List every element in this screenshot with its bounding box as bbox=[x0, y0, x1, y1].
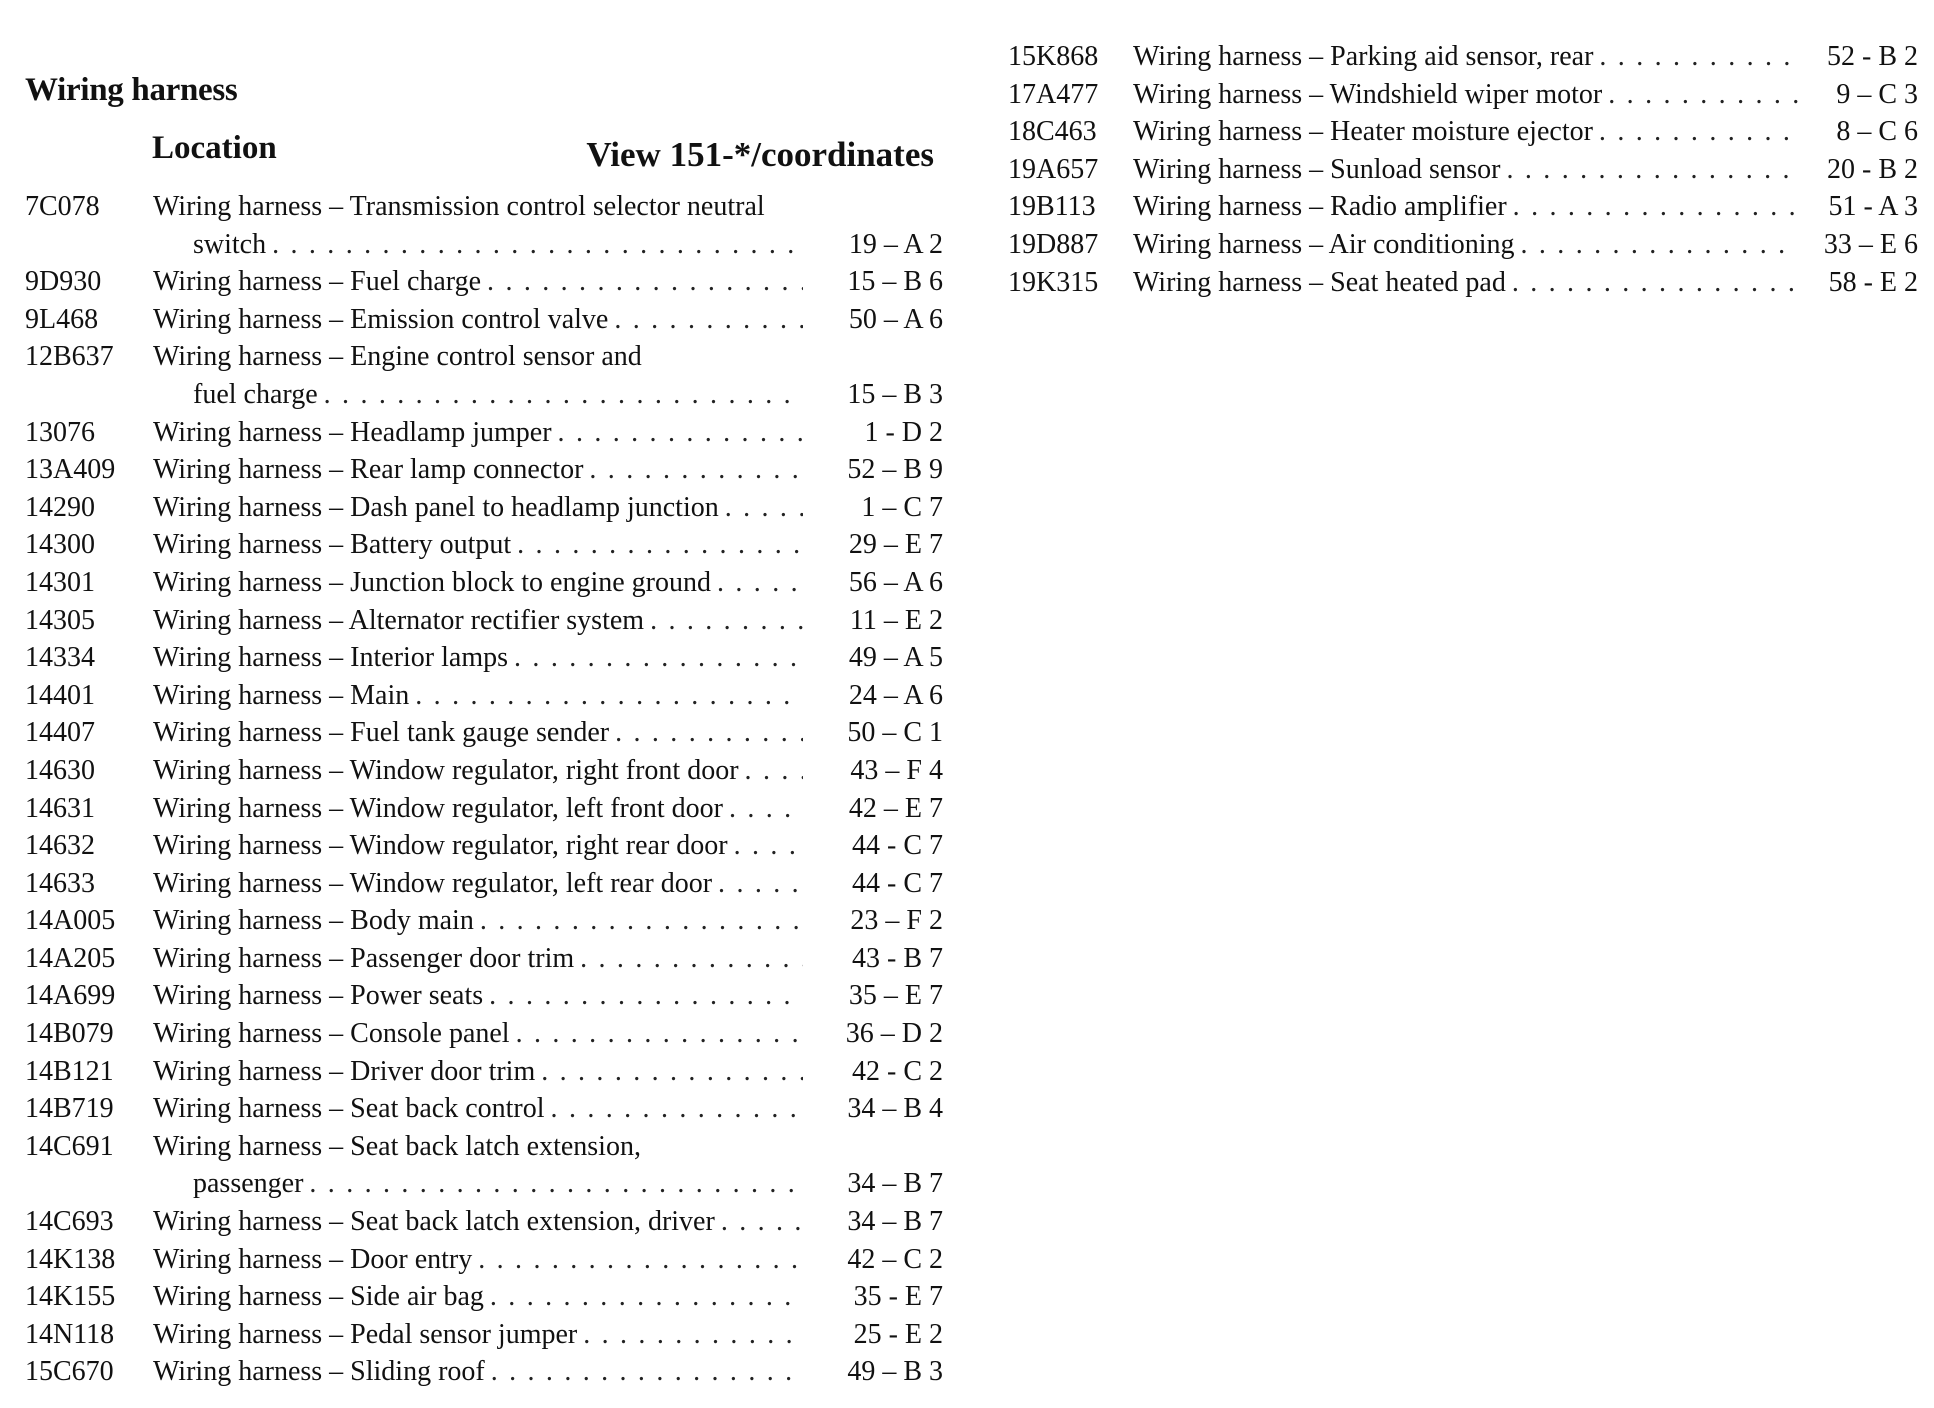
view-coordinate: 52 - B 2 bbox=[1827, 41, 1918, 72]
view-coordinate: 20 - B 2 bbox=[1827, 153, 1918, 185]
description-text: Wiring harness – Engine control sensor and bbox=[153, 341, 642, 373]
harness-entry-row bbox=[25, 526, 943, 564]
view-coordinate: 1 – C 7 bbox=[861, 491, 943, 523]
part-code: 15K868 bbox=[1008, 41, 1099, 72]
part-code: 14290 bbox=[25, 491, 95, 523]
harness-entry-row bbox=[25, 489, 943, 527]
description-text: Wiring harness – Body main bbox=[153, 905, 474, 937]
part-description bbox=[153, 902, 803, 940]
harness-entry-row bbox=[25, 1203, 943, 1241]
part-description bbox=[153, 1203, 803, 1241]
leader-dots bbox=[508, 639, 803, 677]
harness-entry-row bbox=[25, 602, 943, 640]
leader-dots bbox=[484, 1278, 803, 1316]
part-code bbox=[25, 376, 153, 414]
leader-dots bbox=[485, 1353, 803, 1391]
leader-dots bbox=[552, 414, 803, 452]
part-code: 14A205 bbox=[25, 942, 116, 974]
part-code: 14K138 bbox=[25, 1243, 116, 1275]
view-coordinate: 1 - D 2 bbox=[864, 416, 943, 448]
description-text: Wiring harness – Radio amplifier bbox=[1133, 191, 1507, 223]
part-code: 14B121 bbox=[25, 1055, 114, 1087]
description-text: Wiring harness – Driver door trim bbox=[153, 1055, 536, 1087]
leader-dots bbox=[711, 564, 803, 602]
view-coordinate: 51 - A 3 bbox=[1828, 191, 1918, 223]
part-code: 13A409 bbox=[25, 454, 116, 486]
harness-entry-row bbox=[25, 301, 943, 339]
harness-entry-row bbox=[25, 639, 943, 677]
part-description bbox=[153, 1015, 803, 1053]
view-coordinate: 15 – B 3 bbox=[847, 378, 943, 410]
leader-dots bbox=[1593, 113, 1798, 151]
leader-dots bbox=[1506, 264, 1798, 302]
part-description bbox=[153, 677, 803, 715]
part-code: 14300 bbox=[25, 529, 95, 561]
view-coordinate: 24 – A 6 bbox=[848, 679, 943, 711]
harness-entry-row bbox=[25, 414, 943, 452]
view-coordinate: 58 - E 2 bbox=[1828, 266, 1918, 298]
part-code: 14631 bbox=[25, 792, 95, 824]
description-text: Wiring harness – Alternator rectifier system bbox=[153, 604, 645, 636]
part-code: 14B719 bbox=[25, 1093, 114, 1125]
leader-dots bbox=[1602, 76, 1798, 114]
description-text: Wiring harness – Seat back latch extension, bbox=[153, 1130, 641, 1162]
description-text: Wiring harness – Interior lamps bbox=[153, 642, 509, 674]
harness-entry-row bbox=[25, 376, 943, 414]
part-code: 19B113 bbox=[1008, 191, 1096, 223]
left-column-list bbox=[25, 188, 943, 1391]
part-description bbox=[153, 714, 803, 752]
description-text: fuel charge bbox=[193, 378, 318, 410]
view-coordinate: 15 – B 6 bbox=[847, 266, 943, 298]
leader-dots bbox=[481, 263, 803, 301]
description-text: Wiring harness – Side air bag bbox=[153, 1281, 484, 1313]
part-code: 14401 bbox=[25, 679, 95, 711]
view-coordinate: 35 - E 7 bbox=[853, 1281, 943, 1313]
description-text: Wiring harness – Fuel tank gauge sender bbox=[153, 717, 610, 749]
part-code: 12B637 bbox=[25, 341, 114, 373]
leader-dots bbox=[728, 827, 803, 865]
description-text: Wiring harness – Power seats bbox=[153, 980, 484, 1012]
part-code: 14C693 bbox=[25, 1206, 114, 1238]
part-description bbox=[153, 414, 803, 452]
harness-entry-row bbox=[1008, 188, 1918, 226]
section-title: Wiring harness bbox=[25, 72, 238, 108]
harness-entry-row bbox=[25, 338, 943, 376]
part-code: 13076 bbox=[25, 416, 95, 448]
part-description bbox=[1133, 38, 1798, 76]
right-column-list bbox=[1008, 38, 1918, 301]
part-code: 14632 bbox=[25, 830, 95, 862]
part-description bbox=[153, 1278, 803, 1316]
description-text: Wiring harness – Windshield wiper motor bbox=[1133, 78, 1603, 110]
leader-dots bbox=[641, 1128, 803, 1166]
leader-dots bbox=[483, 977, 803, 1015]
view-coordinate: 34 – B 7 bbox=[847, 1206, 943, 1238]
harness-entry-row bbox=[25, 714, 943, 752]
leader-dots bbox=[715, 1203, 803, 1241]
view-coordinate: 43 – F 4 bbox=[850, 754, 943, 786]
view-coordinate bbox=[803, 188, 943, 226]
view-coordinate: 34 – B 7 bbox=[847, 1168, 943, 1200]
leader-dots bbox=[644, 602, 803, 640]
harness-entry-row bbox=[25, 677, 943, 715]
description-text: Wiring harness – Battery output bbox=[153, 529, 512, 561]
leader-dots bbox=[535, 1053, 803, 1091]
part-description bbox=[153, 827, 803, 865]
description-text: passenger bbox=[193, 1168, 304, 1200]
leader-dots bbox=[723, 790, 803, 828]
description-text: Wiring harness – Passenger door trim bbox=[153, 942, 575, 974]
part-description bbox=[1133, 188, 1798, 226]
part-code: 9D930 bbox=[25, 266, 102, 298]
part-description bbox=[153, 1241, 803, 1279]
part-description bbox=[153, 301, 803, 339]
description-text: Wiring harness – Sliding roof bbox=[153, 1356, 485, 1388]
harness-entry-row bbox=[25, 263, 943, 301]
leader-dots bbox=[545, 1090, 803, 1128]
view-coordinate: 50 – C 1 bbox=[847, 717, 943, 749]
view-coordinate: 8 – C 6 bbox=[1836, 116, 1918, 148]
part-code: 18C463 bbox=[1008, 116, 1097, 148]
part-description bbox=[1133, 113, 1798, 151]
harness-entry-row bbox=[25, 1353, 943, 1391]
description-text: Wiring harness – Main bbox=[153, 679, 410, 711]
description-text: Wiring harness – Heater moisture ejector bbox=[1133, 116, 1593, 148]
part-code: 14301 bbox=[25, 566, 95, 598]
part-description bbox=[153, 602, 803, 640]
part-description bbox=[153, 564, 803, 602]
harness-entry-row bbox=[25, 1053, 943, 1091]
leader-dots bbox=[583, 451, 803, 489]
leader-dots bbox=[577, 1316, 803, 1354]
location-header: Location bbox=[152, 130, 277, 166]
part-code: 19K315 bbox=[1008, 266, 1099, 298]
description-text: switch bbox=[193, 228, 267, 260]
view-coordinates-header: View 151-*/coordinates bbox=[586, 135, 934, 174]
harness-entry-row bbox=[25, 827, 943, 865]
view-coordinate bbox=[803, 338, 943, 376]
part-code: 19D887 bbox=[1008, 228, 1099, 260]
part-description bbox=[153, 940, 803, 978]
leader-dots bbox=[608, 301, 803, 339]
view-coordinate bbox=[803, 1128, 943, 1166]
leader-dots bbox=[1593, 38, 1798, 76]
part-description bbox=[1133, 76, 1798, 114]
view-coordinate: 29 – E 7 bbox=[848, 529, 943, 561]
description-text: Wiring harness – Dash panel to headlamp junction bbox=[153, 491, 719, 523]
description-text: Wiring harness – Console panel bbox=[153, 1018, 510, 1050]
leader-dots bbox=[472, 1241, 803, 1279]
description-text: Wiring harness – Fuel charge bbox=[153, 266, 482, 298]
view-coordinate: 42 – C 2 bbox=[847, 1243, 943, 1275]
harness-entry-row bbox=[25, 940, 943, 978]
leader-dots bbox=[739, 752, 803, 790]
part-description bbox=[153, 639, 803, 677]
part-description bbox=[153, 338, 803, 376]
harness-entry-row bbox=[25, 451, 943, 489]
part-code: 14C691 bbox=[25, 1130, 114, 1162]
view-coordinate: 23 – F 2 bbox=[850, 905, 943, 937]
part-description bbox=[1133, 151, 1798, 189]
part-description bbox=[153, 526, 803, 564]
description-text: Wiring harness – Seat back latch extension, driver bbox=[153, 1206, 715, 1238]
leader-dots bbox=[719, 489, 803, 527]
leader-dots bbox=[474, 902, 803, 940]
view-coordinate: 25 - E 2 bbox=[853, 1318, 943, 1350]
part-code: 14407 bbox=[25, 717, 95, 749]
leader-dots bbox=[303, 1165, 803, 1203]
part-description bbox=[153, 1090, 803, 1128]
harness-entry-row bbox=[25, 188, 943, 226]
description-text: Wiring harness – Transmission control selector neutral bbox=[153, 191, 765, 222]
description-text: Wiring harness – Seat back control bbox=[153, 1093, 545, 1125]
description-text: Wiring harness – Pedal sensor jumper bbox=[153, 1318, 578, 1350]
part-code: 9L468 bbox=[25, 303, 99, 335]
part-description bbox=[153, 1165, 803, 1203]
description-text: Wiring harness – Window regulator, right rear door bbox=[153, 830, 728, 862]
part-description bbox=[153, 752, 803, 790]
leader-dots bbox=[765, 188, 803, 226]
description-text: Wiring harness – Rear lamp connector bbox=[153, 454, 584, 486]
description-text: Wiring harness – Headlamp jumper bbox=[153, 416, 552, 448]
leader-dots bbox=[642, 338, 803, 376]
part-code bbox=[25, 226, 153, 264]
harness-entry-row bbox=[25, 564, 943, 602]
view-coordinate: 35 – E 7 bbox=[848, 980, 943, 1012]
part-code: 14633 bbox=[25, 867, 95, 899]
part-code: 14A699 bbox=[25, 980, 116, 1012]
view-coordinate: 44 - C 7 bbox=[852, 867, 943, 899]
harness-entry-row bbox=[25, 790, 943, 828]
part-description bbox=[153, 226, 803, 264]
leader-dots bbox=[318, 376, 803, 414]
view-coordinate: 42 – E 7 bbox=[848, 792, 943, 824]
part-code: 14630 bbox=[25, 754, 95, 786]
part-code: 14N118 bbox=[25, 1318, 115, 1350]
part-code: 14B079 bbox=[25, 1018, 114, 1050]
view-coordinate: 34 – B 4 bbox=[847, 1093, 943, 1125]
part-description bbox=[153, 1128, 803, 1166]
view-coordinate: 36 – D 2 bbox=[845, 1018, 943, 1050]
part-code: 15C670 bbox=[25, 1356, 114, 1388]
leader-dots bbox=[510, 1015, 803, 1053]
leader-dots bbox=[712, 865, 803, 903]
harness-entry-row bbox=[25, 902, 943, 940]
part-description bbox=[153, 451, 803, 489]
view-coordinate: 49 – A 5 bbox=[848, 642, 943, 674]
part-description bbox=[153, 376, 803, 414]
harness-entry-row bbox=[1008, 264, 1918, 302]
description-text: Wiring harness – Seat heated pad bbox=[1133, 266, 1506, 298]
view-coordinate: 19 – A 2 bbox=[848, 228, 943, 260]
description-text: Wiring harness – Air conditioning bbox=[1133, 228, 1515, 260]
view-coordinate: 11 – E 2 bbox=[849, 604, 943, 636]
description-text: Wiring harness – Parking aid sensor, rear bbox=[1133, 41, 1594, 72]
part-description bbox=[153, 1353, 803, 1391]
part-code: 14K155 bbox=[25, 1281, 116, 1313]
view-coordinate: 44 - C 7 bbox=[852, 830, 943, 862]
description-text: Wiring harness – Door entry bbox=[153, 1243, 473, 1275]
leader-dots bbox=[409, 677, 803, 715]
part-description bbox=[153, 977, 803, 1015]
harness-entry-row bbox=[25, 1165, 943, 1203]
part-code: 14334 bbox=[25, 642, 95, 674]
view-coordinate: 49 – B 3 bbox=[847, 1356, 943, 1388]
harness-entry-row bbox=[25, 1015, 943, 1053]
view-coordinate: 50 – A 6 bbox=[848, 303, 943, 335]
part-code: 14305 bbox=[25, 604, 95, 636]
part-description bbox=[153, 865, 803, 903]
harness-entry-row bbox=[25, 752, 943, 790]
part-description bbox=[153, 263, 803, 301]
harness-entry-row bbox=[25, 977, 943, 1015]
harness-entry-row bbox=[25, 1316, 943, 1354]
leader-dots bbox=[511, 526, 803, 564]
harness-entry-row bbox=[25, 1090, 943, 1128]
view-coordinate: 56 – A 6 bbox=[848, 566, 943, 598]
harness-entry-row bbox=[25, 1278, 943, 1316]
leader-dots bbox=[1507, 188, 1798, 226]
part-description bbox=[153, 489, 803, 527]
description-text: Wiring harness – Window regulator, right front door bbox=[153, 754, 739, 786]
description-text: Wiring harness – Window regulator, left front door bbox=[153, 792, 723, 824]
part-description bbox=[153, 1053, 803, 1091]
description-text: Wiring harness – Junction block to engine ground bbox=[153, 566, 711, 598]
view-coordinate: 33 – E 6 bbox=[1823, 228, 1918, 260]
view-coordinate: 52 – B 9 bbox=[847, 454, 943, 486]
harness-entry-row bbox=[1008, 226, 1918, 264]
leader-dots bbox=[1501, 151, 1799, 189]
description-text: Wiring harness – Emission control valve bbox=[153, 303, 609, 335]
leader-dots bbox=[266, 226, 803, 264]
part-code: 19A657 bbox=[1008, 153, 1099, 185]
part-description bbox=[1133, 226, 1798, 264]
part-code bbox=[25, 1165, 153, 1203]
leader-dots bbox=[609, 714, 803, 752]
harness-entry-row bbox=[1008, 76, 1918, 114]
harness-entry-row bbox=[25, 1128, 943, 1166]
part-code: 7C078 bbox=[25, 191, 100, 222]
harness-entry-row bbox=[1008, 113, 1918, 151]
description-text: Wiring harness – Window regulator, left rear door bbox=[153, 867, 713, 899]
part-code: 17A477 bbox=[1008, 78, 1099, 110]
view-coordinate: 43 - B 7 bbox=[852, 942, 943, 974]
harness-entry-row bbox=[25, 226, 943, 264]
part-description bbox=[153, 1316, 803, 1354]
harness-entry-row bbox=[25, 865, 943, 903]
leader-dots bbox=[574, 940, 803, 978]
part-description bbox=[1133, 264, 1798, 302]
view-coordinate: 42 - C 2 bbox=[852, 1055, 943, 1087]
harness-entry-row bbox=[1008, 151, 1918, 189]
part-description bbox=[153, 188, 803, 226]
view-coordinate: 9 – C 3 bbox=[1836, 78, 1918, 110]
leader-dots bbox=[1515, 226, 1799, 264]
harness-entry-row bbox=[1008, 38, 1918, 76]
description-text: Wiring harness – Sunload sensor bbox=[1133, 153, 1501, 185]
harness-entry-row bbox=[25, 1241, 943, 1279]
part-code: 14A005 bbox=[25, 905, 116, 937]
part-description bbox=[153, 790, 803, 828]
